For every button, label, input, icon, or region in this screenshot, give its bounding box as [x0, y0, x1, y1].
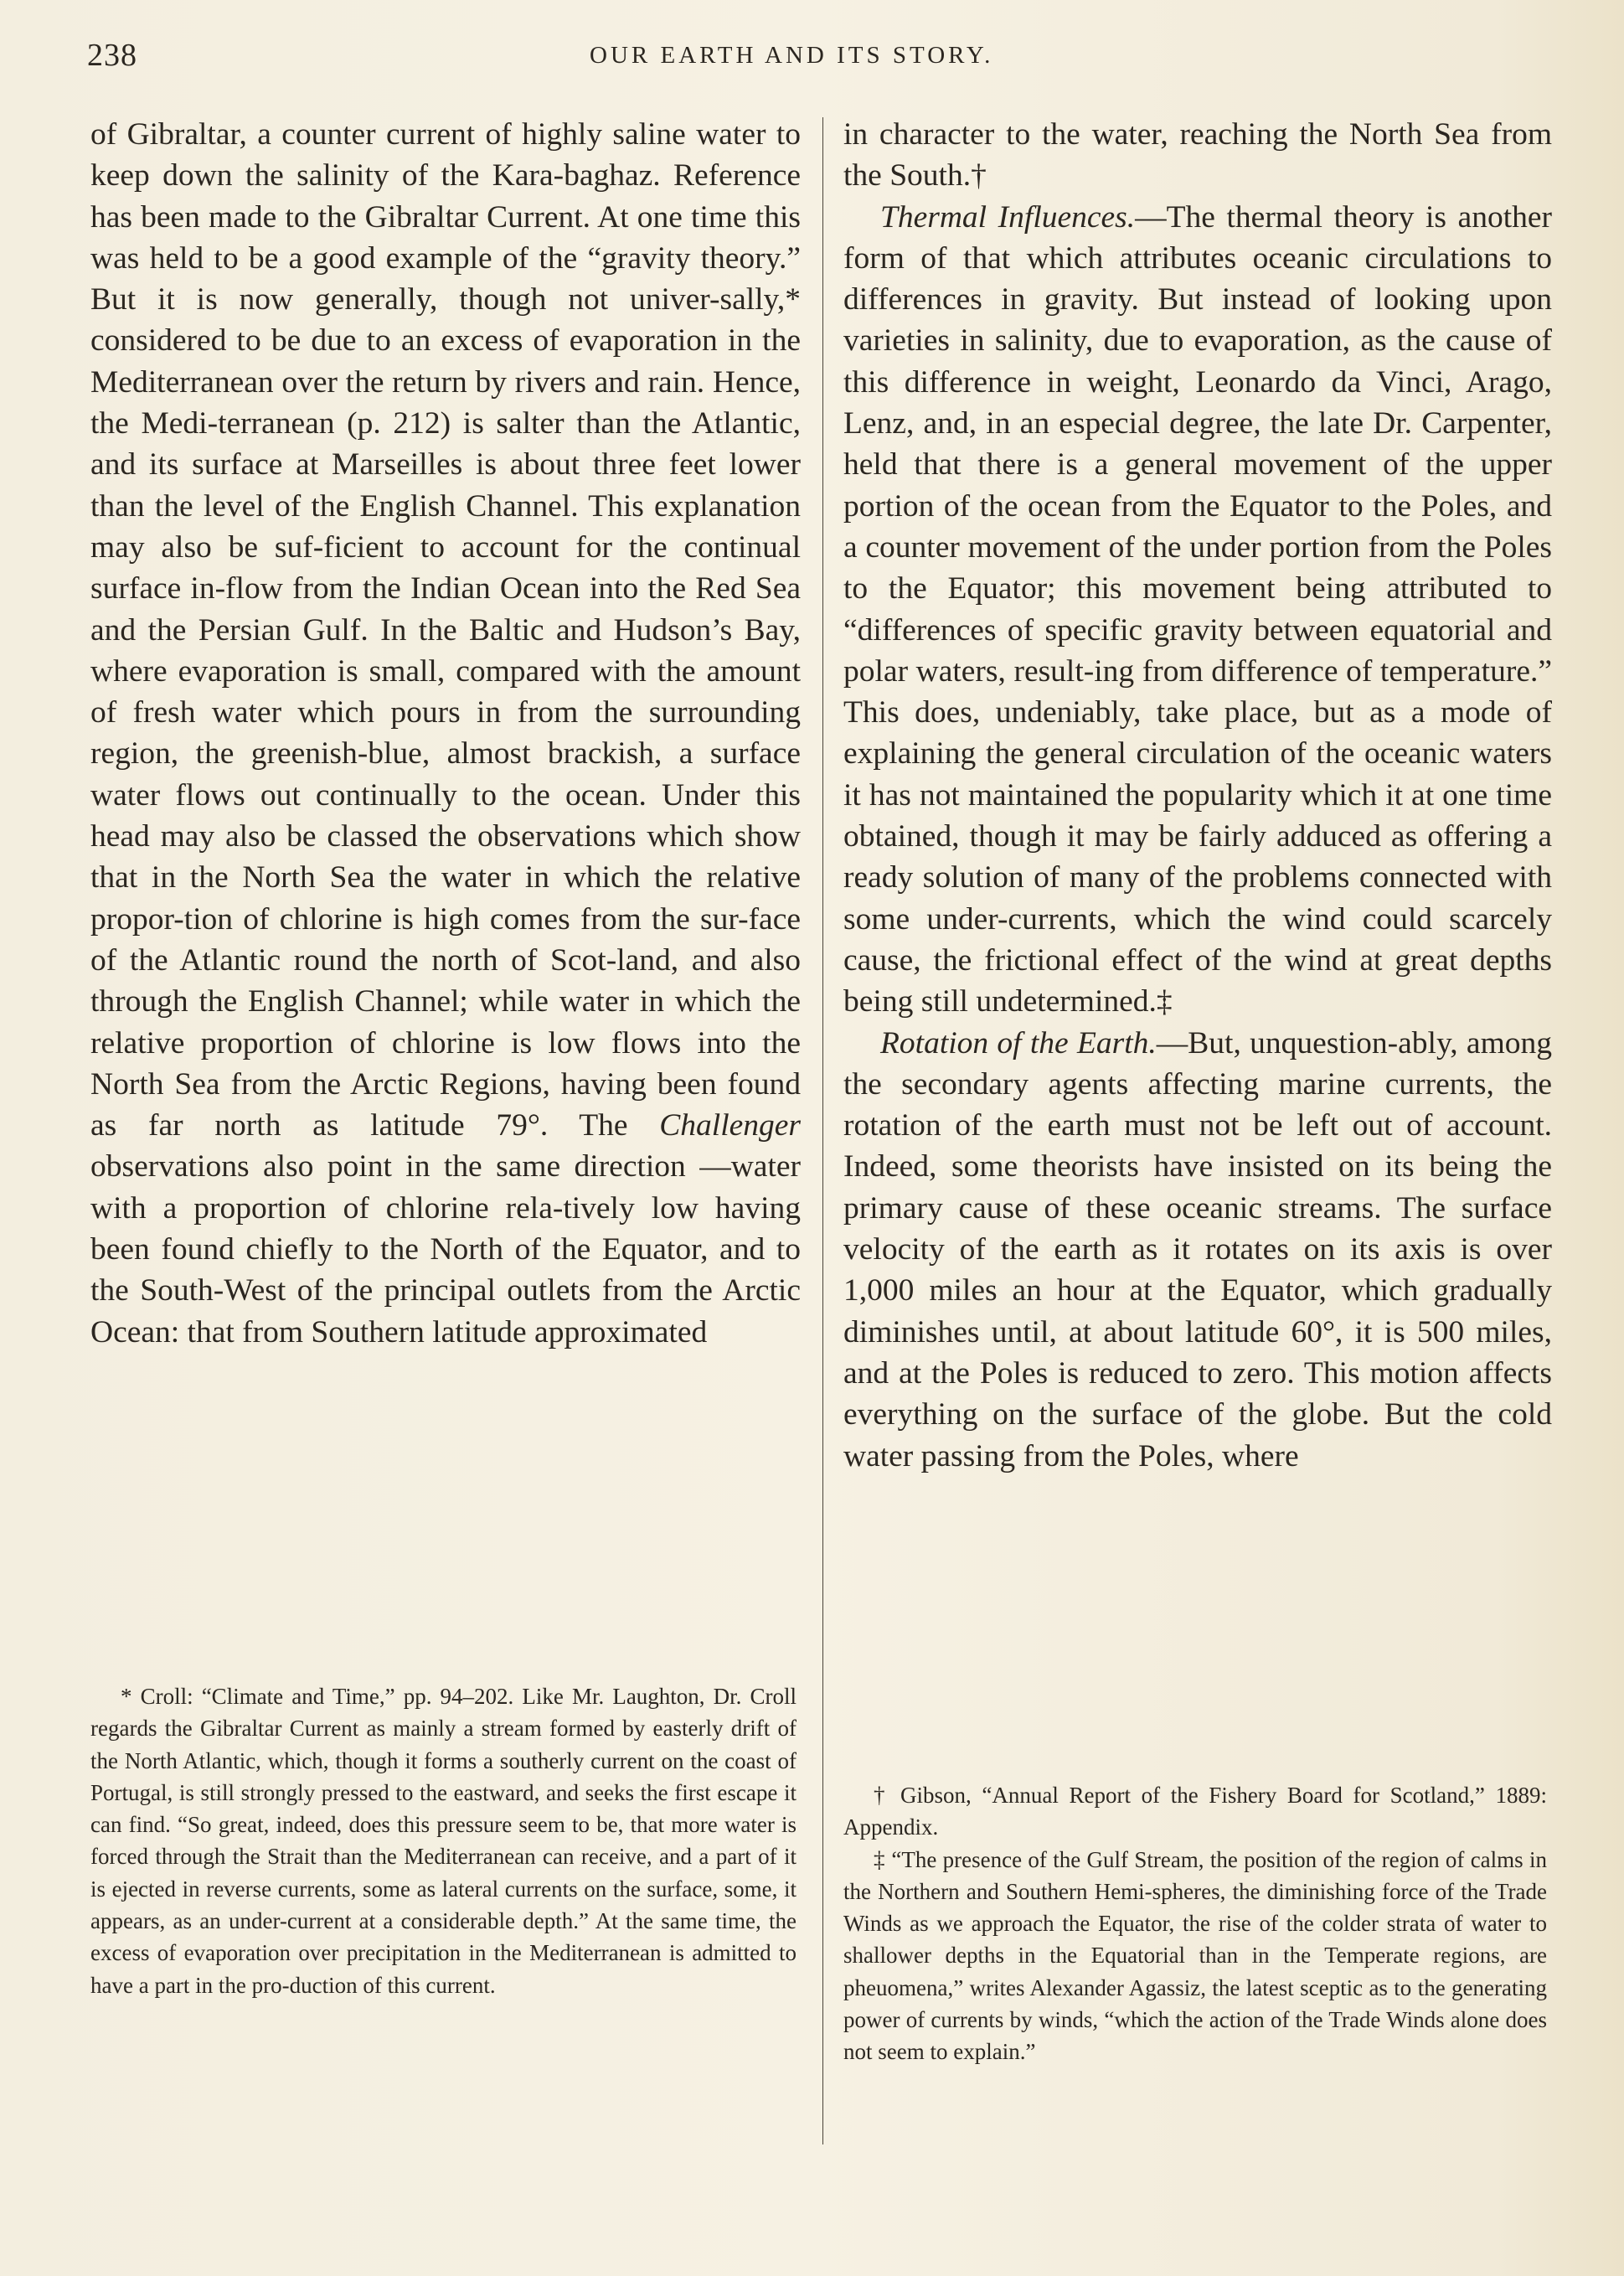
footnote-double-dagger: ‡ “The presence of the Gulf Stream, the position of the region of calms in the Northern and Southern Hemi-spheres, the diminishing force of the Trade Winds as we approach the Equator, the rise of the colder strata of water to shallower depths in the Equatorial than in the Temperate regions, are pheuomena,” writes Alexander Agassiz, the latest sceptic as to the generating power of currents by winds, “which the action of the Trade Winds alone does not seem to explain.” — [843, 1846, 1547, 2065]
rotation-heading: Rotation of the Earth. — [880, 1025, 1157, 1061]
page-header — [87, 37, 1553, 79]
right-paragraph-1: in character to the water, reaching the North Sea from the South.† — [843, 117, 1552, 194]
rotation-text: —But, unquestion-ably, among the secondary agents affecting marine currents, the rotation of the earth must not be left out of account. Indeed, some theorists have insisted on its being the primary cause of these oceanic streams. The surface velocity of the earth as it rotates on its axis is over 1,000 miles an hour at the Equator, which gradually diminishes until, at about latitude 60°, it is 500 miles, and at the Poles is reduced to zero. This motion affects everything on the surface of the globe. But the cold water passing from the Poles, where — [843, 1025, 1552, 1473]
left-paragraph — [90, 114, 801, 1353]
right-paragraph-thermal — [843, 197, 1552, 1023]
column-divider — [822, 117, 823, 2144]
page-number: 238 — [87, 38, 137, 73]
footnotes-right — [843, 1779, 1547, 2068]
left-paragraph-text: of Gibraltar, a counter current of highly saline water to keep down the salinity of the Kara-baghaz. Reference has been made to the Gibraltar Current. At one time this was held to be a good example of the “gravity theory.” But it is now generally, though not univer-sally,* considered to be due to an excess of evaporation in the Mediterranean over the return by rivers and rain. Hence, the Medi-terranean (p. 212) is salter than the Atlantic, and its surface at Marseilles is about three feet lower than the level of the English Channel. This explanation may also be suf-ficient to account for the continual surface in-flow from the Indian Ocean into the Red Sea and the Persian Gulf. In the Baltic and Hudson’s Bay, where evaporation is small, compared with the amount of fresh water which pours in from the surrounding region, the greenish-blue, almost brackish, a surface water flows out continually to the ocean. Under this head may also be classed the observations which show that in the North Sea the water in which the relative propor-tion of chlorine is high comes from the sur-face of the Atlantic round the north of Scot-land, and also through the English Channel; while water in which the relative proportion of chlorine is low flows into the North Sea from the Arctic Regions, having been found as far north as latitude 79°. The — [90, 117, 801, 1143]
footnote-star: * Croll: “Climate and Time,” pp. 94–202. Like Mr. Laughton, Dr. Croll regards the Gibraltar Current as mainly a stream formed by easterly drift of the North Atlantic, which, though it forms a southerly current on the coast of Portugal, is still strongly pressed to the eastward, and seeks the first escape it can find. “So great, indeed, does this pressure seem to be, that more water is forced through the Strait than the Mediterranean can receive, and a part of it is ejected in reverse currents, some as lateral currents on the surface, some, it appears, as an under-current at a considerable depth.” At the same time, the excess of evaporation over precipitation in the Mediterranean is admitted to have a part in the pro-duction of this current. — [90, 1684, 797, 1998]
thermal-text: —The thermal theory is another form of that which attributes oceanic circulations to differences in gravity. But instead of looking upon varieties in salinity, due to evaporation, as the cause of this difference in weight, Leonardo da Vinci, Arago, Lenz, and, in an especial degree, the late Dr. Carpenter, held that there is a general movement of the upper portion of the ocean from the Equator to the Poles, and a counter movement of the under portion from the Poles to the Equator; this movement being attributed to “differences of specific gravity between equatorial and polar waters, result-ing from difference of temperature.” This does, undeniably, take place, but as a mode of explaining the general circulation of the oceanic waters it has not maintained the popularity which it at one time obtained, though it may be fairly adduced as offering a ready solution of many of the problems connected with some under-currents, which the wind could scarcely cause, the frictional effect of the wind at great depths being still undetermined.‡ — [843, 199, 1552, 1019]
left-paragraph-text-end: observations also point in the same direction —water with a proportion of chlorine rela-tively low having been found chiefly to the North of the Equator, and to the South-West of the principal outlets from the Arctic Ocean: that from Southern latitude approximated — [90, 1149, 801, 1350]
challenger-italic: Challenger — [659, 1108, 802, 1143]
right-paragraph-rotation — [843, 1023, 1552, 1477]
left-column — [90, 114, 801, 1353]
right-column — [843, 114, 1552, 1477]
footnotes-left — [90, 1680, 797, 2001]
footnote-dagger: † Gibson, “Annual Report of the Fishery Board for Scotland,” 1889: Appendix. — [843, 1783, 1547, 1840]
running-title: OUR EARTH AND ITS STORY. — [590, 42, 994, 69]
thermal-heading: Thermal Influences. — [880, 199, 1136, 235]
